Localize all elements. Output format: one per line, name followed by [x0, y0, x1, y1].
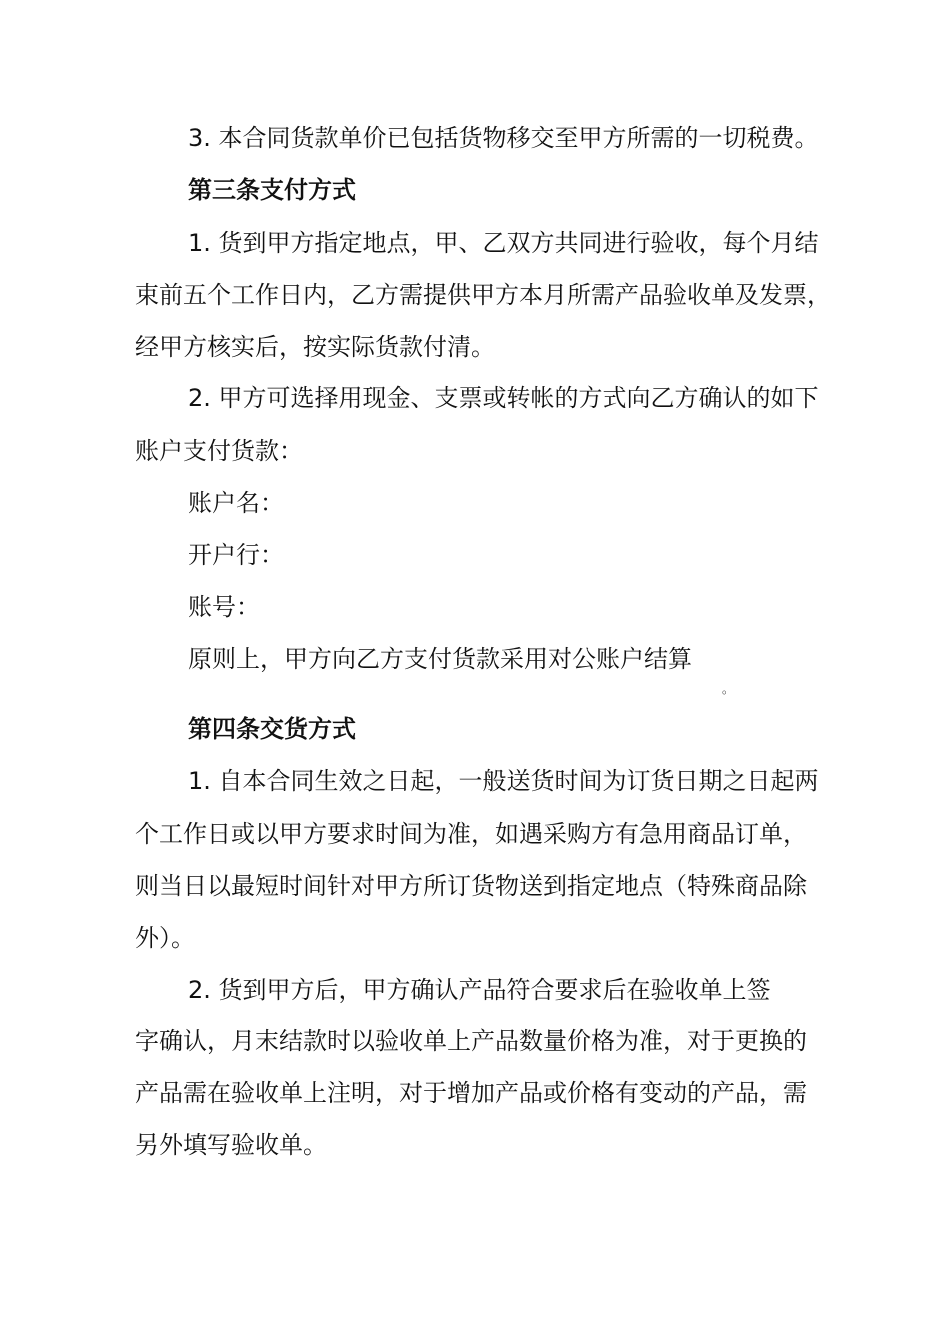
article-4-item-2-line-2: 字确认，月末结款时以验收单上产品数量价格为准，对于更换的	[135, 1027, 807, 1055]
article-3-item-2-line-2: 账户支付货款：	[135, 437, 303, 465]
account-number-label: 账号：	[188, 593, 260, 621]
article-4-item-2-line-3: 产品需在验收单上注明，对于增加产品或价格有变动的产品，需	[135, 1079, 807, 1107]
article-4-item-1-line-4: 外）。	[135, 924, 195, 952]
article-3-item-1-line-2: 束前五个工作日内，乙方需提供甲方本月所需产品验收单及发票，	[135, 281, 831, 309]
account-name-label: 账户名：	[188, 489, 284, 517]
article-3-item-2-line-1: 2. 甲方可选择用现金、支票或转帐的方式向乙方确认的如下	[188, 384, 819, 412]
payment-principle-text: 原则上，甲方向乙方支付货款采用对公账户结算	[188, 645, 692, 673]
clause-2-item-3: 3. 本合同货款单价已包括货物移交至甲方所需的一切税费。	[188, 124, 819, 152]
article-3-heading: 第三条支付方式	[188, 176, 356, 204]
bank-label: 开户行：	[188, 541, 284, 569]
article-4-item-2-line-4: 另外填写验收单。	[135, 1131, 327, 1159]
article-4-item-1-line-2: 个工作日或以甲方要求时间为准，如遇采购方有急用商品订单，	[135, 820, 807, 848]
article-4-item-1-line-1: 1. 自本合同生效之日起，一般送货时间为订货日期之日起两	[188, 767, 819, 795]
stray-period: 。	[722, 682, 735, 696]
article-3-item-1-line-3: 经甲方核实后，按实际货款付清。	[135, 333, 495, 361]
article-4-heading: 第四条交货方式	[188, 715, 356, 743]
article-4-item-1-line-3: 则当日以最短时间针对甲方所订货物送到指定地点（特殊商品除	[135, 872, 807, 900]
article-4-item-2-line-1: 2. 货到甲方后，甲方确认产品符合要求后在验收单上签	[188, 976, 771, 1004]
article-3-item-1-line-1: 1. 货到甲方指定地点，甲、乙双方共同进行验收，每个月结	[188, 229, 819, 257]
